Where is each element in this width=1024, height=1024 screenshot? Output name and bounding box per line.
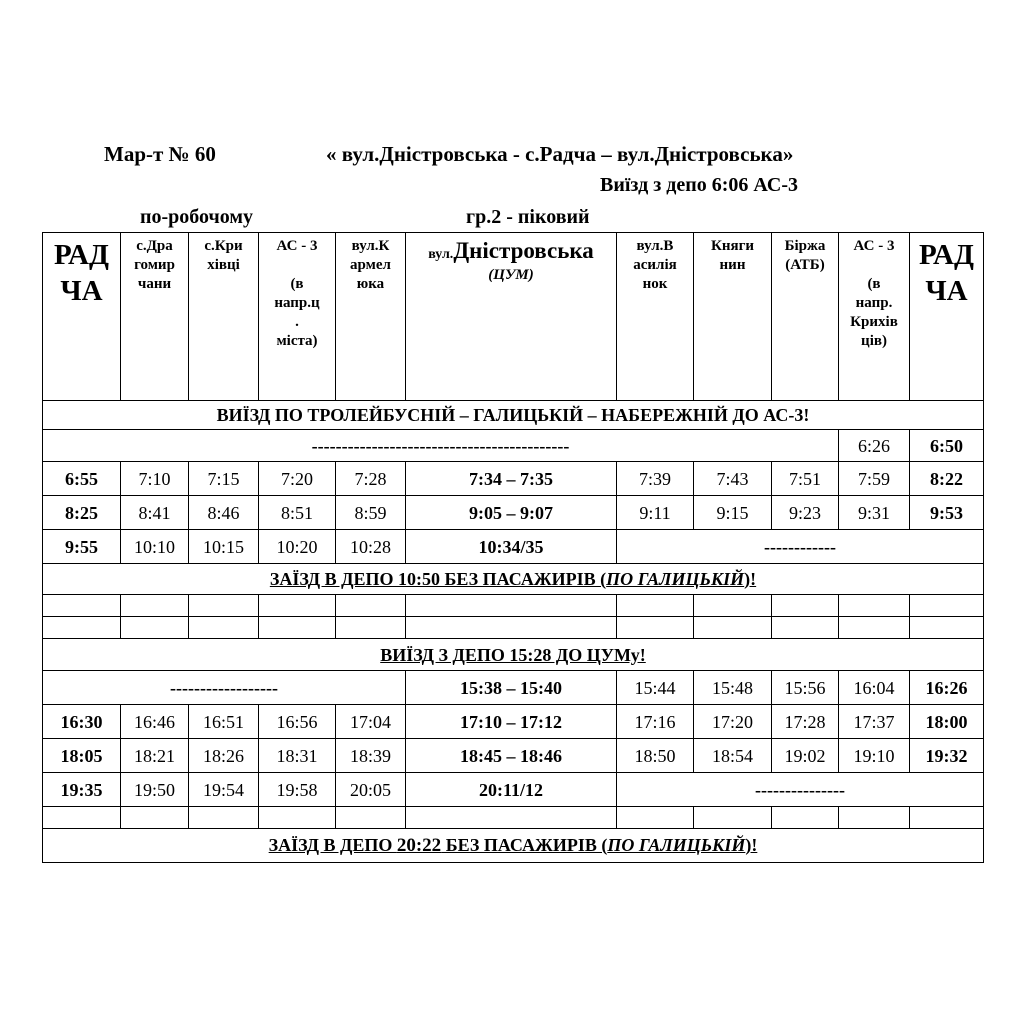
time-cell: 6:55 xyxy=(43,462,121,496)
time-cell: 10:15 xyxy=(189,530,259,564)
time-cell: 17:37 xyxy=(839,705,910,739)
time-cell: 7:34 – 7:35 xyxy=(406,462,617,496)
col-header-radcha-start: РАД ЧА xyxy=(43,233,121,401)
time-cell: 15:48 xyxy=(694,671,772,705)
time-cell: 18:21 xyxy=(121,739,189,773)
note-depot-return-1: ЗАЇЗД В ДЕПО 10:50 БЕЗ ПАСАЖИРІВ (ПО ГАЛИЦЬКІЙ)! xyxy=(43,564,984,595)
col-header-birzha: Біржа (АТБ) xyxy=(772,233,839,401)
time-cell: 9:31 xyxy=(839,496,910,530)
time-cell: 7:51 xyxy=(772,462,839,496)
time-cell: 18:45 – 18:46 xyxy=(406,739,617,773)
time-cell: 8:51 xyxy=(259,496,336,530)
table-row xyxy=(43,739,984,773)
time-cell: 20:05 xyxy=(336,773,406,807)
table-row xyxy=(43,462,984,496)
time-cell: 19:35 xyxy=(43,773,121,807)
time-cell: 18:26 xyxy=(189,739,259,773)
dash-placeholder: ------------ xyxy=(617,530,984,564)
time-cell: 19:58 xyxy=(259,773,336,807)
time-cell: 7:20 xyxy=(259,462,336,496)
schedule-group: гр.2 - піковий xyxy=(466,206,590,228)
time-cell: 17:28 xyxy=(772,705,839,739)
time-cell: 8:22 xyxy=(910,462,984,496)
header-row xyxy=(43,233,984,401)
table-row xyxy=(43,705,984,739)
route-number: Мар-т № 60 xyxy=(104,142,216,166)
time-cell: 15:44 xyxy=(617,671,694,705)
time-cell: 9:11 xyxy=(617,496,694,530)
table-row xyxy=(43,671,984,705)
time-cell: 8:25 xyxy=(43,496,121,530)
col-header-as3-city: АС - 3 (в напр.ц . міста) xyxy=(259,233,336,401)
time-cell: 18:31 xyxy=(259,739,336,773)
time-cell: 15:38 – 15:40 xyxy=(406,671,617,705)
col-header-kniahynyn: Княги нин xyxy=(694,233,772,401)
time-cell: 18:05 xyxy=(43,739,121,773)
table-row xyxy=(43,496,984,530)
time-cell: 7:10 xyxy=(121,462,189,496)
time-cell: 6:50 xyxy=(910,430,984,462)
depot-exit: Виїзд з депо 6:06 АС-3 xyxy=(600,174,798,196)
time-cell: 6:26 xyxy=(839,430,910,462)
time-cell: 7:15 xyxy=(189,462,259,496)
time-cell: 19:32 xyxy=(910,739,984,773)
note-depot-exit-2: ВИЇЗД З ДЕПО 15:28 ДО ЦУМу! xyxy=(43,639,984,671)
time-cell: 19:54 xyxy=(189,773,259,807)
time-cell: 16:51 xyxy=(189,705,259,739)
col-header-dnistrovska: вул.Дністровська (ЦУМ) xyxy=(406,233,617,401)
time-cell: 16:26 xyxy=(910,671,984,705)
time-cell: 7:28 xyxy=(336,462,406,496)
time-cell: 18:00 xyxy=(910,705,984,739)
time-cell: 10:34/35 xyxy=(406,530,617,564)
time-cell: 15:56 xyxy=(772,671,839,705)
table-row xyxy=(43,617,984,639)
col-header-as3-kryhivtsi: АС - 3 (в напр. Крихів ців) xyxy=(839,233,910,401)
time-cell: 17:10 – 17:12 xyxy=(406,705,617,739)
table-row xyxy=(43,773,984,807)
time-cell: 8:59 xyxy=(336,496,406,530)
time-cell: 19:02 xyxy=(772,739,839,773)
dash-placeholder: ------------------ xyxy=(43,671,406,705)
col-header-karmeliuka: вул.К армел юка xyxy=(336,233,406,401)
time-cell: 16:30 xyxy=(43,705,121,739)
note-row xyxy=(43,564,984,595)
table-row xyxy=(43,807,984,829)
dash-placeholder: --------------- xyxy=(617,773,984,807)
note-row xyxy=(43,639,984,671)
time-cell: 20:11/12 xyxy=(406,773,617,807)
time-cell: 19:50 xyxy=(121,773,189,807)
schedule-mode: по-робочому xyxy=(140,206,254,228)
note-row xyxy=(43,829,984,863)
time-cell: 16:04 xyxy=(839,671,910,705)
time-cell: 16:56 xyxy=(259,705,336,739)
col-header-vasyliianok: вул.В асилія нок xyxy=(617,233,694,401)
time-cell: 7:59 xyxy=(839,462,910,496)
time-cell: 18:54 xyxy=(694,739,772,773)
time-cell: 9:55 xyxy=(43,530,121,564)
time-cell: 8:41 xyxy=(121,496,189,530)
time-cell: 16:46 xyxy=(121,705,189,739)
time-cell: 10:10 xyxy=(121,530,189,564)
dash-placeholder: ------------------------------------------- xyxy=(43,430,839,462)
time-cell: 10:28 xyxy=(336,530,406,564)
timetable xyxy=(42,232,984,863)
time-cell: 17:20 xyxy=(694,705,772,739)
table-row xyxy=(43,530,984,564)
col-header-radcha-end: РАД ЧА xyxy=(910,233,984,401)
note-depot-return-2: ЗАЇЗД В ДЕПО 20:22 БЕЗ ПАСАЖИРІВ (ПО ГАЛИЦЬКІЙ)! xyxy=(43,829,984,863)
time-cell: 17:04 xyxy=(336,705,406,739)
route-name: « вул.Дністровська - с.Радча – вул.Дністровська» xyxy=(326,142,794,166)
time-cell: 8:46 xyxy=(189,496,259,530)
note-exit-trolleybus: ВИЇЗД ПО ТРОЛЕЙБУСНІЙ – ГАЛИЦЬКІЙ – НАБЕРЕЖНІЙ ДО АС-3! xyxy=(43,401,984,430)
time-cell: 18:50 xyxy=(617,739,694,773)
time-cell: 19:10 xyxy=(839,739,910,773)
time-cell: 9:15 xyxy=(694,496,772,530)
table-row xyxy=(43,430,984,462)
time-cell: 9:23 xyxy=(772,496,839,530)
time-cell: 7:39 xyxy=(617,462,694,496)
col-header-drahomyrchany: с.Дра гомир чани xyxy=(121,233,189,401)
time-cell: 17:16 xyxy=(617,705,694,739)
time-cell: 9:05 – 9:07 xyxy=(406,496,617,530)
time-cell: 18:39 xyxy=(336,739,406,773)
table-row xyxy=(43,595,984,617)
col-header-kryhivtsi: с.Кри хівці xyxy=(189,233,259,401)
time-cell: 7:43 xyxy=(694,462,772,496)
time-cell: 9:53 xyxy=(910,496,984,530)
note-row xyxy=(43,401,984,430)
time-cell: 10:20 xyxy=(259,530,336,564)
